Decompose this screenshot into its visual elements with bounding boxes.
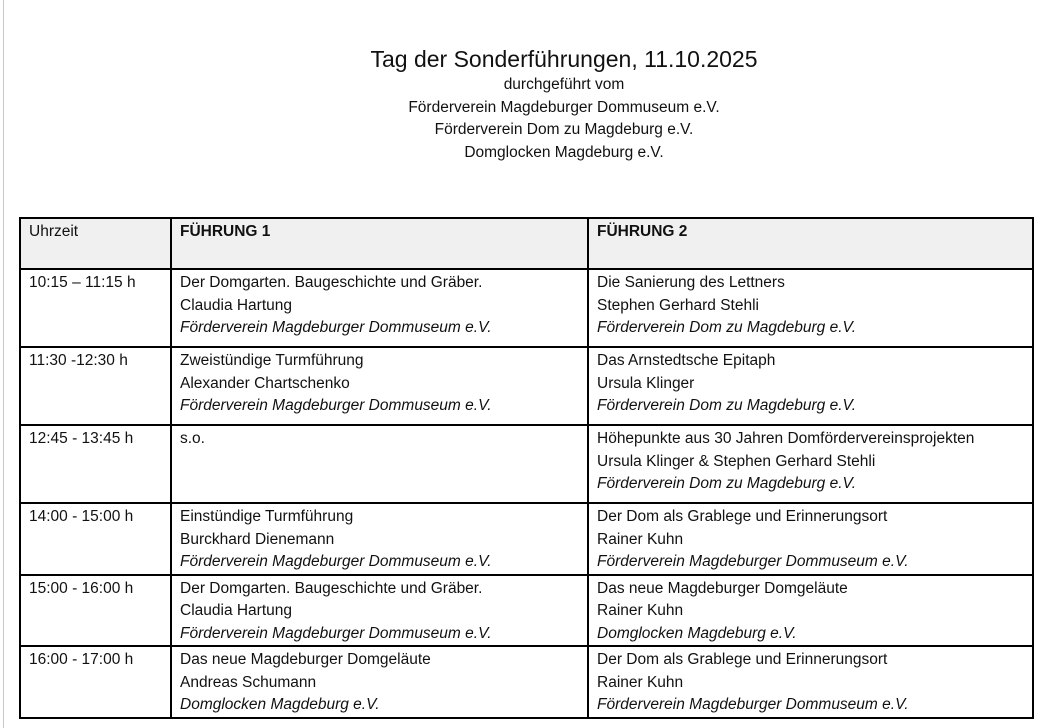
fuehrung-1-cell [171,575,588,647]
tour-title: Zweistündige Turmführung [180,352,364,369]
tour-title: Der Dom als Grablege und Erinnerungsort [597,508,888,525]
subtitle-line: Förderverein Dom zu Magdeburg e.V. [434,121,694,138]
tour-title: Die Sanierung des Lettners [597,274,785,291]
header-fuehrung-2: FÜHRUNG 2 [588,218,1033,269]
tour-guide: Claudia Hartung [180,296,293,314]
header-fuehrung-1: FÜHRUNG 1 [171,218,588,269]
tour-title: Das neue Magdeburger Domgeläute [180,651,431,668]
tour-guide: Andreas Schumann [180,673,317,691]
header-uhrzeit: Uhrzeit [20,218,171,269]
fuehrung-2-cell [588,269,1033,347]
tour-title: Das neue Magdeburger Domgeläute [597,579,848,597]
tour-organizer: Förderverein Magdeburger Dommuseum e.V. [180,553,492,570]
tour-title: Der Dom als Grablege und Erinnerungsort [597,651,888,668]
time-cell: 10:15 – 11:15 h [20,269,171,347]
fuehrung-1-cell [171,646,588,718]
table-row [20,646,1033,718]
time-cell: 16:00 - 17:00 h [20,646,171,718]
table-row [20,503,1033,575]
tour-organizer: Domglocken Magdeburg e.V. [180,696,380,713]
table-row [20,425,1033,503]
fuehrung-2-cell [588,425,1033,503]
tour-title: Der Domgarten. Baugeschichte und Gräber. [180,579,483,597]
fuehrung-2-cell [588,646,1033,718]
tour-organizer: Förderverein Magdeburger Dommuseum e.V. [597,696,909,713]
tour-title: Der Domgarten. Baugeschichte und Gräber. [180,274,483,291]
tour-organizer: Domglocken Magdeburg e.V. [597,624,797,642]
document-title: Tag der Sonderführungen, 11.10.2025 [370,46,758,72]
fuehrung-2-cell [588,503,1033,575]
time-cell: 11:30 -12:30 h [20,347,171,425]
time-cell: 12:45 - 13:45 h [20,425,171,503]
subtitle-line: durchgeführt vom [503,76,625,93]
fuehrung-2-cell [588,575,1033,647]
fuehrung-1-cell [171,347,588,425]
time-cell: 14:00 - 15:00 h [20,503,171,575]
tour-guide: Rainer Kuhn [597,530,684,548]
subtitle-line: Domglocken Magdeburg e.V. [464,143,664,161]
tour-guide: Rainer Kuhn [597,602,684,619]
tour-organizer: Förderverein Magdeburger Dommuseum e.V. [597,553,909,570]
fuehrung-1-cell [171,425,588,503]
tour-guide: Burckhard Dienemann [180,530,335,548]
table-row [20,575,1033,647]
title-block [0,44,1063,164]
tour-organizer: Förderverein Magdeburger Dommuseum e.V. [180,624,492,642]
tour-title: Das Arnstedtsche Epitaph [597,352,776,369]
tour-organizer: Förderverein Magdeburger Dommuseum e.V. [180,397,492,414]
tour-guide: Rainer Kuhn [597,673,684,691]
fuehrung-1-cell [171,503,588,575]
table-row [20,347,1033,425]
tour-organizer: Förderverein Dom zu Magdeburg e.V. [597,319,857,336]
tour-organizer: Förderverein Dom zu Magdeburg e.V. [597,475,857,492]
tour-guide: Ursula Klinger [597,374,695,392]
subtitle-line: Förderverein Magdeburger Dommuseum e.V. [408,98,720,116]
tour-guide: Alexander Chartschenko [180,374,350,392]
tour-organizer: Förderverein Magdeburger Dommuseum e.V. [180,319,492,336]
schedule-table [19,217,1034,719]
tour-title: Höhepunkte aus 30 Jahren Domfördervereinsprojekten [597,430,975,447]
tour-title: s.o. [180,430,205,447]
table-row [20,269,1033,347]
tour-organizer: Förderverein Dom zu Magdeburg e.V. [597,397,857,414]
time-cell: 15:00 - 16:00 h [20,575,171,647]
fuehrung-1-cell [171,269,588,347]
tour-title: Einstündige Turmführung [180,508,354,525]
tour-guide: Stephen Gerhard Stehli [597,296,759,314]
table-header-row [20,218,1033,269]
fuehrung-2-cell [588,347,1033,425]
tour-guide: Claudia Hartung [180,602,293,619]
tour-guide: Ursula Klinger & Stephen Gerhard Stehli [597,452,876,470]
